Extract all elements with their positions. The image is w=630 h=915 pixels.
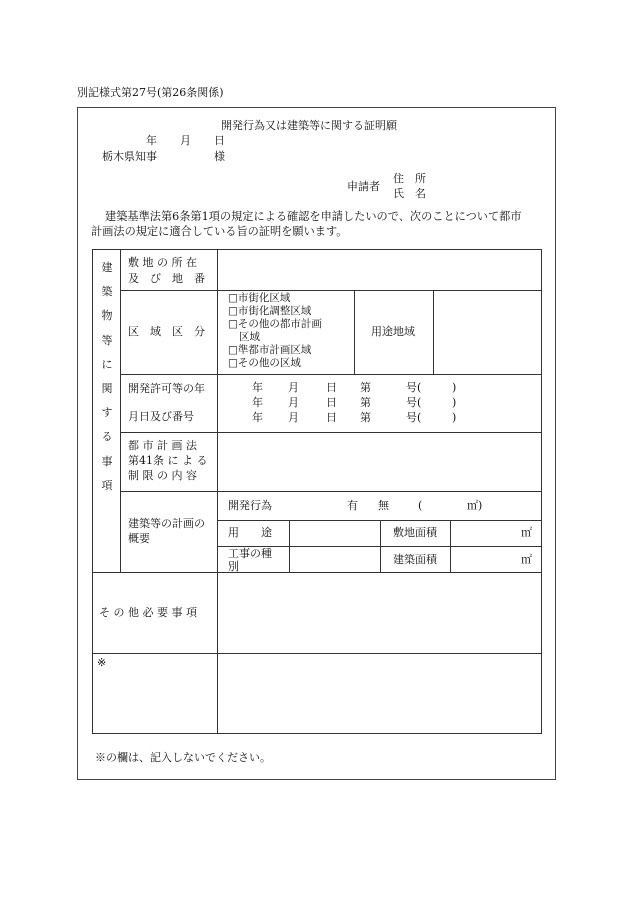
date-day: 日	[214, 134, 225, 147]
date-year: 年	[146, 134, 157, 147]
work-type-label-line2: 別	[228, 560, 239, 573]
site-area-unit: ㎡	[521, 526, 532, 539]
building-area-label: 建築面積	[393, 553, 437, 566]
zone-option-urbanization[interactable]: □市街化区域	[228, 292, 291, 304]
vertical-char: 建	[101, 261, 113, 274]
dev-act-paren-open: (	[418, 499, 423, 512]
vertical-char: 築	[101, 285, 113, 299]
footer-note: ※の欄は、記入しないでください。	[95, 751, 271, 764]
office-use-mark: ※	[97, 656, 107, 669]
request-text-line1: 建築基準法第6条第1項の規定による確認を申請したいので、次のことについて都市	[105, 210, 522, 223]
row-rule-plan-end	[92, 572, 542, 573]
dev-act-area-unit: ㎡)	[467, 499, 483, 512]
zone-options	[228, 292, 322, 370]
permit-entry-2[interactable]: 年 月 日 第 号( )	[252, 396, 457, 409]
vertical-char: に	[101, 357, 113, 371]
zone-options-divider	[354, 290, 355, 374]
permit-entry-1[interactable]: 年 月 日 第 号( )	[252, 381, 457, 394]
use-label: 用 途	[228, 526, 272, 539]
vertical-char: 等	[101, 333, 113, 347]
work-type-field[interactable]	[291, 548, 378, 570]
vertical-char: 項	[101, 478, 113, 492]
other-matters-label: そ の 他 必 要 事 項	[99, 606, 197, 619]
row-rule-plan-a	[217, 520, 542, 521]
row-rule-site	[120, 290, 542, 291]
site-label-line1: 敷 地 の 所 在	[128, 256, 197, 269]
request-text-line2: 計画法の規定に適合している旨の証明を願います。	[91, 225, 348, 238]
vertical-char: る	[101, 430, 113, 444]
plan-label-line1: 建築等の計画の	[128, 517, 205, 530]
permit-label-line1: 開発許可等の年	[128, 382, 205, 395]
row-rule-permit	[120, 432, 542, 433]
dev-act-no[interactable]: 無	[378, 499, 389, 512]
use-zone-divider	[433, 290, 434, 374]
use-zone-label: 用途地域	[371, 325, 415, 338]
applicant-name-label: 氏 名	[393, 187, 426, 200]
site-label-line2: 及 び 地 番	[128, 272, 205, 285]
applicant-label: 申請者	[347, 180, 380, 193]
row-rule-other	[92, 653, 542, 654]
plan-label-line2: 概要	[128, 532, 150, 545]
zone-option-other-zone[interactable]: □その他の区域	[228, 357, 301, 369]
zone-option-quasi-city-planning[interactable]: □準都市計画区域	[228, 344, 312, 356]
site-area-label: 敷地面積	[393, 526, 437, 539]
vertical-char: 物	[101, 309, 113, 323]
form-number: 別記様式第27号(第26条関係)	[77, 86, 224, 99]
zone-option-other-city-planning[interactable]: □その他の都市計画	[228, 318, 322, 330]
vertical-char: 関	[101, 382, 113, 396]
zone-label: 区 域 区 分	[128, 325, 205, 338]
row-rule-zone	[120, 374, 542, 375]
vertical-label	[92, 256, 122, 498]
work-type-label-line1: 工事の種	[228, 547, 272, 560]
restriction-label-line3: 制 限 の 内 容	[128, 469, 197, 482]
dev-act-yes[interactable]: 有	[347, 499, 358, 512]
vertical-char: 事	[101, 454, 113, 468]
addressee-honorific: 様	[214, 150, 225, 163]
applicant-address-label: 住 所	[393, 172, 426, 185]
building-area-unit: ㎡	[521, 553, 532, 566]
other-matters-field[interactable]	[219, 574, 540, 651]
form-title: 開発行為又は建築等に関する証明願	[221, 119, 397, 132]
dev-act-label: 開発行為	[228, 499, 272, 512]
row-rule-restriction	[120, 491, 542, 492]
date-month: 月	[180, 134, 191, 147]
permit-label-line2: 月日及び番号	[128, 410, 194, 423]
permit-entries	[252, 380, 456, 425]
use-zone-field[interactable]	[435, 292, 540, 372]
permit-entry-3[interactable]: 年 月 日 第 号( )	[252, 411, 457, 424]
site-location-field[interactable]	[219, 251, 540, 288]
zone-option-other-city-planning-cont: 区域	[239, 331, 260, 343]
restriction-field[interactable]	[219, 434, 540, 489]
restriction-label-line1: 都 市 計 画 法	[128, 439, 197, 452]
addressee-name: 栃木県知事	[102, 150, 157, 163]
restriction-label-line2: 第41条 に よ る	[128, 454, 208, 467]
use-field[interactable]	[291, 522, 378, 544]
vertical-char: す	[101, 406, 113, 420]
zone-option-urbanization-control[interactable]: □市街化調整区域	[228, 305, 312, 317]
